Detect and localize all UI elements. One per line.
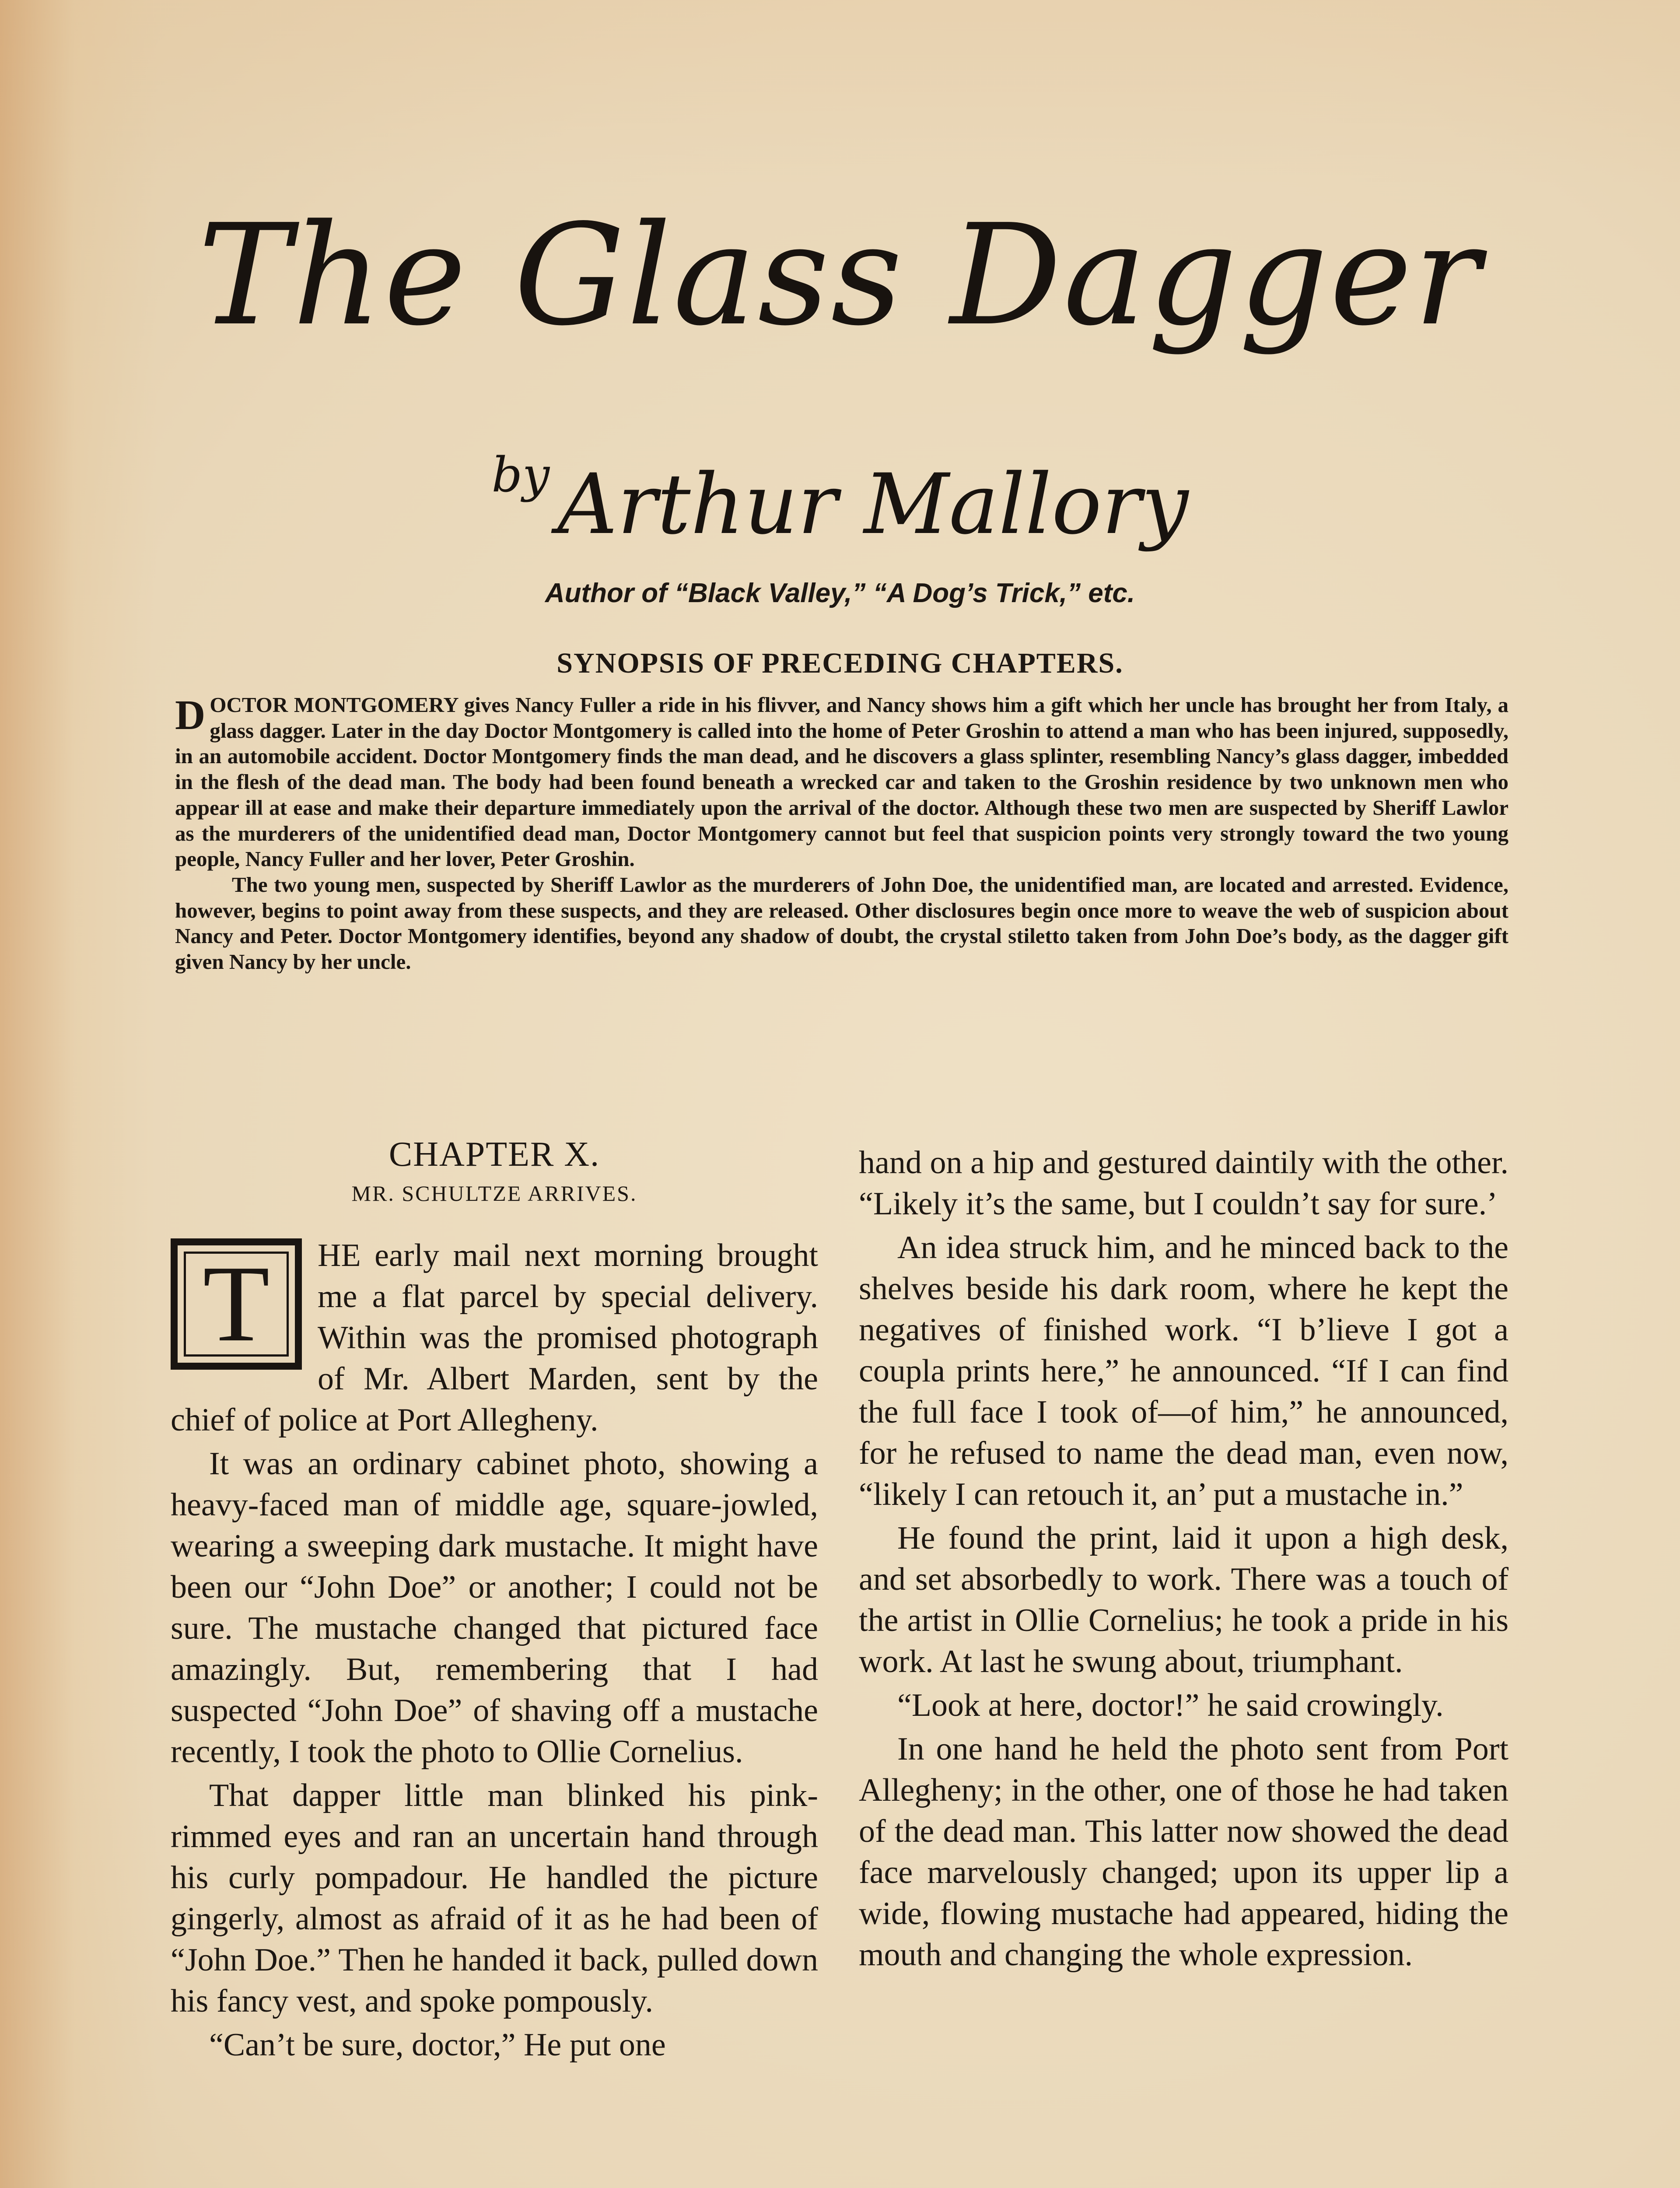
- body-paragraph: It was an ordinary cabinet photo, showing a heavy-faced man of middle age, square-jowled, wearing a sweeping dark mustache. It might have been our “John Doe” or another; I could not be sure. The mustache changed that pictured face amazingly. But, remembering that I had suspected “John Doe” of shaving off a mustache recently, I took the photo to Ollie Cornelius.: [171, 1446, 818, 1770]
- author-credits: Author of “Black Valley,” “A Dog’s Trick,” etc.: [545, 578, 1135, 608]
- body-paragraph: hand on a hip and gestured daintily with the other. “Likely it’s the same, but I couldn’t say for sure.’: [859, 1145, 1508, 1222]
- chapter-subtitle: MR. SCHULTZE ARRIVES.: [351, 1181, 637, 1206]
- byline-by: by: [491, 447, 550, 503]
- synopsis-drop-letter: D: [175, 691, 206, 738]
- chapter-heading: CHAPTER X.: [388, 1135, 600, 1174]
- author-name: Arthur Mallory: [557, 456, 1189, 553]
- body-paragraph: “Can’t be sure, doctor,” He put one: [209, 2027, 666, 2063]
- body-paragraph: An idea struck him, and he minced back to the shelves beside his dark room, where he kept the negatives of finished work. “I b’lieve I got a coupla prints here,” he announced. “If I can find the full face I took of—of him,” he announced, for he refused to name the dead man, even now, “likely I can retouch it, an’ put a mustache in.”: [859, 1230, 1508, 1512]
- story-title: The Glass Dagger: [198, 194, 1482, 356]
- synopsis-block: [175, 692, 1508, 975]
- synopsis-paragraph: [175, 692, 1508, 872]
- synopsis-heading: SYNOPSIS OF PRECEDING CHAPTERS.: [556, 647, 1124, 679]
- synopsis-paragraph-text: OCTOR MONTGOMERY gives Nancy Fuller a ride in his flivver, and Nancy shows him a gift which her uncle has brought her from Italy, a glass dagger. Later in the day Doctor Montgomery is called into the home of Peter Groshin to attend a man who has been injured, supposedly, in an automobile accident. Doctor Montgomery finds the man dead, and he discovers a glass splinter, resembling Nancy’s glass dagger, imbedded in the flesh of the dead man. The body had been found beneath a wrecked car and taken to the Groshin residence by two unknown men who appear ill at ease and make their departure immediately upon the arrival of the doctor. Although these two men are suspected by Sheriff Lawlor as the murderers of the unidentified dead man, Doctor Montgomery cannot but feel that suspicion points very strongly toward the two young people, Nancy Fuller and her lover, Peter Groshin.: [175, 693, 1508, 871]
- synopsis-paragraph: The two young men, suspected by Sheriff Lawlor as the murderers of John Doe, the unidentified man, are located and arrested. Evidence, however, begins to point away from these suspects, and they are released. Other disclosures begin once more to weave the web of suspicion about Nancy and Peter. Doctor Montgomery identifies, beyond any shadow of doubt, the crystal stiletto taken from John Doe’s body, as the dagger gift given Nancy by her uncle.: [175, 872, 1508, 974]
- body-paragraph: That dapper little man blinked his pink-rimmed eyes and ran an uncertain hand through his curly pompadour. He handled the picture gingerly, almost as afraid of it as he had been of “John Doe.” Then he handed it back, pulled down his fancy vest, and spoke pompously.: [171, 1778, 818, 2019]
- body-paragraph: “Look at here, doctor!” he said crowingly.: [897, 1687, 1444, 1723]
- body-paragraph: HE early mail next morning brought me a flat parcel by special delivery. Within was the promised photograph of Mr. Albert Marden, sent by the chief of police at Port Allegheny.: [171, 1238, 818, 1438]
- right-column: [859, 1142, 1508, 1978]
- drop-cap: T: [171, 1238, 302, 1370]
- body-paragraph: He found the print, laid it upon a high desk, and set absorbedly to work. There was a touch of the artist in Ollie Cornelius; he took a pride in his work. At last he swung about, triumphant.: [859, 1520, 1508, 1680]
- byline: [0, 447, 1680, 553]
- body-paragraph: In one hand he held the photo sent from Port Allegheny; in the other, one of those he had taken of the dead man. This latter now showed the dead face marvelously changed; upon its upper lip a wide, flowing mustache had appeared, hiding the mouth and changing the whole expression.: [859, 1731, 1508, 1973]
- left-column: [171, 1133, 818, 2068]
